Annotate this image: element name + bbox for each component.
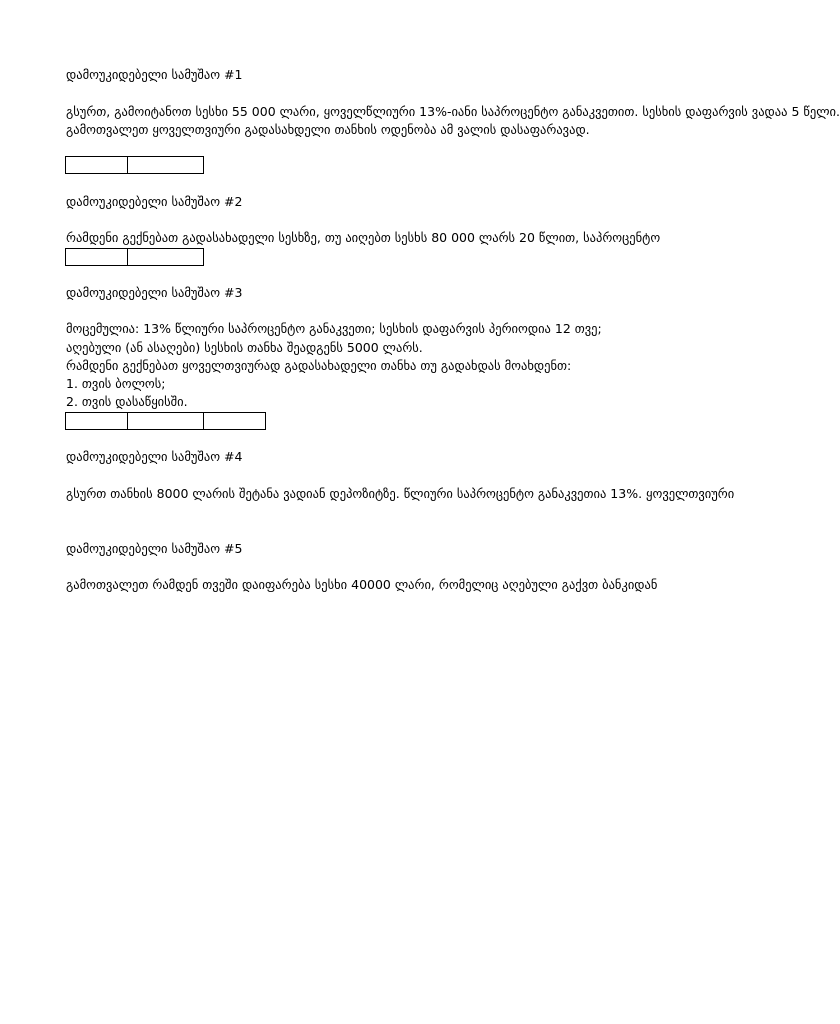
exercise-1-text-line-2: გამოთვალეთ ყოველთვიური გადასახდელი თანხის ოდენობა ამ ვალის დასაფარავად. [66,122,590,137]
answer-cell[interactable] [65,412,128,430]
exercise-5-text-line-1: გამოთვალეთ რამდენ თვეში დაიფარება სესხი 40000 ლარი, რომელიც აღებული გაქვთ ბანკიდან [66,577,658,592]
exercise-3-title: დამოუკიდებელი სამუშაო #3 [66,285,243,300]
exercise-2-text-line-1: რამდენი გექნებათ გადასახადელი სესხზე, თუ აიღებთ სესხს 80 000 ლარს 20 წლით, საპროცენტო [66,230,661,245]
exercise-4-title: დამოუკიდებელი სამუშაო #4 [66,449,243,464]
answer-cell[interactable] [65,248,128,266]
answer-cell[interactable] [127,412,204,430]
exercise-3-text-line-3: რამდენი გექნებათ ყოველთვიურად გადასახადელი თანხა თუ გადახდას მოახდენთ: [66,358,572,373]
exercise-3-answer-row [65,412,266,429]
exercise-1-title: დამოუკიდებელი სამუშაო #1 [66,67,243,82]
exercise-3-text-line-4: 1. თვის ბოლოს; [66,376,166,391]
exercise-5-title: დამოუკიდებელი სამუშაო #5 [66,541,243,556]
answer-cell[interactable] [203,412,266,430]
exercise-3-text-line-1: მოცემულია: 13% წლიური საპროცენტო განაკვეთი; სესხის დაფარვის პერიოდია 12 თვე; [66,321,602,336]
exercise-2-title: დამოუკიდებელი სამუშაო #2 [66,194,243,209]
answer-cell[interactable] [127,156,204,174]
exercise-3-text-line-5: 2. თვის დასაწყისში. [66,394,188,409]
answer-cell[interactable] [127,248,204,266]
answer-cell[interactable] [65,156,128,174]
exercise-2-answer-row [65,248,204,265]
exercise-4-text-line-1: გსურთ თანხის 8000 ლარის შეტანა ვადიან დეპოზიტზე. წლიური საპროცენტო განაკვეთია 13%. ყოველთვიური [66,486,735,501]
exercise-1-answer-row [65,156,204,173]
exercise-3-text-line-2: აღებული (ან ასაღები) სესხის თანხა შეადგენს 5000 ლარს. [66,340,423,355]
exercise-1-text-line-1: გსურთ, გამოიტანოთ სესხი 55 000 ლარი, ყოველწლიური 13%-იანი საპროცენტო განაკვეთით. სესხის დაფარვის ვადაა 5 წელი. [66,104,840,119]
